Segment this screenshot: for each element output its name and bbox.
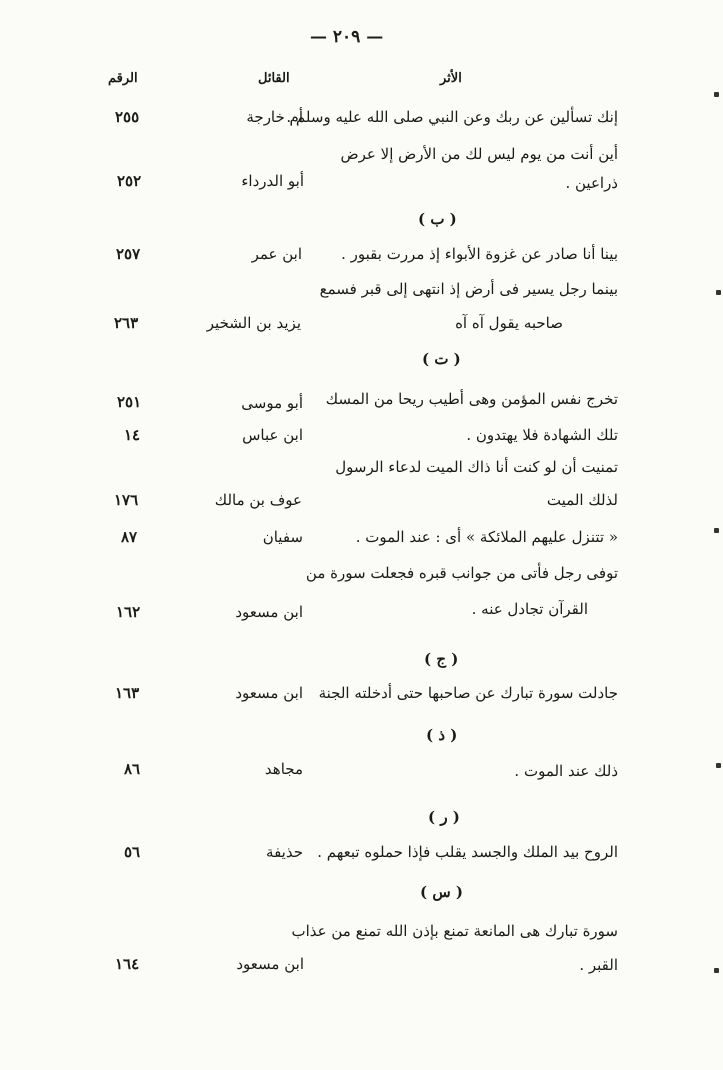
header-athar: الأثر	[440, 71, 462, 86]
raqm-number: ١٦٣	[115, 684, 140, 702]
header-raqm: الرقم	[108, 71, 138, 86]
section-heading: ( ذ )	[426, 726, 458, 744]
athar-text: أين أنت من يوم ليس لك من الأرض إلا عرض	[340, 145, 618, 163]
athar-text: تخرج نفس المؤمن وهى أطيب ريحا من المسك	[325, 390, 618, 408]
athar-text: سورة تبارك هى المانعة تمنع بإذن الله تمنع من عذاب	[291, 922, 618, 940]
athar-text: لذلك الميت	[546, 491, 618, 509]
qail-name: مجاهد	[264, 760, 303, 778]
qail-name: سفيان	[262, 528, 303, 546]
athar-text: تمنيت أن لو كنت أنا ذاك الميت لدعاء الرسول	[335, 458, 618, 476]
qail-name: أبو موسى	[241, 394, 303, 412]
raqm-number: ٨٦	[124, 760, 141, 778]
qail-name: يزيد بن الشخير	[206, 314, 301, 332]
scan-mark	[714, 92, 719, 97]
qail-name: ابن عباس	[242, 426, 303, 444]
scan-mark	[716, 763, 721, 768]
athar-text: بينما رجل يسير فى أرض إذ انتهى إلى قبر فسمع	[319, 280, 618, 298]
section-heading: ( ب )	[418, 210, 457, 228]
raqm-number: ١٧٦	[114, 491, 139, 509]
athar-text: جادلت سورة تبارك عن صاحبها حتى أدخلته الجنة	[318, 684, 618, 702]
raqm-number: ٢٥٥	[115, 108, 140, 126]
raqm-number: ١٦٤	[115, 955, 140, 973]
athar-text: القرآن تجادل عنه .	[471, 600, 588, 618]
raqm-number: ٥٦	[124, 843, 141, 861]
qail-name: أم خارجة	[246, 108, 303, 126]
raqm-number: ٢٥٢	[117, 172, 142, 190]
athar-text: « تتنزل عليهم الملائكة » أى : عند الموت .	[355, 528, 618, 546]
athar-text: بينا أنا صادر عن غزوة الأبواء إذ مررت بقبور .	[341, 245, 618, 263]
athar-text: صاحبه يقول آه آه	[455, 314, 563, 332]
qail-name: أبو الدرداء	[241, 172, 304, 190]
scan-mark	[714, 528, 719, 533]
header-qail: القائل	[258, 71, 290, 86]
raqm-number: ٢٦٣	[114, 314, 139, 332]
raqm-number: ١٦٢	[116, 603, 141, 621]
section-heading: ( ج )	[424, 650, 459, 668]
scan-mark	[716, 290, 721, 295]
athar-text: القبر .	[579, 956, 618, 974]
athar-text: ذلك عند الموت .	[514, 762, 618, 780]
qail-name: ابن مسعود	[235, 603, 303, 621]
athar-text: توفى رجل فأتى من جوانب قبره فجعلت سورة من	[305, 564, 618, 582]
section-heading: ( ت )	[422, 350, 461, 368]
raqm-number: ٨٧	[121, 528, 138, 546]
page-number: — ٢٠٩ —	[310, 27, 384, 47]
athar-text: ذراعين .	[565, 174, 618, 192]
qail-name: ابن عمر	[251, 245, 302, 263]
athar-text: إنك تسألين عن ربك وعن النبي صلى الله عليه وسلم .	[286, 108, 618, 126]
section-heading: ( ر )	[428, 808, 460, 826]
qail-name: حذيفة	[266, 843, 303, 861]
raqm-number: ١٤	[124, 426, 141, 444]
qail-name: عوف بن مالك	[214, 491, 302, 509]
athar-text: تلك الشهادة فلا يهتدون .	[466, 426, 618, 444]
section-heading: ( س )	[420, 883, 463, 901]
scan-mark	[714, 968, 719, 973]
qail-name: ابن مسعود	[235, 684, 303, 702]
qail-name: ابن مسعود	[236, 955, 304, 973]
raqm-number: ٢٥٧	[116, 245, 141, 263]
athar-text: الروح بيد الملك والجسد يقلب فإذا حملوه تبعهم .	[317, 843, 618, 861]
raqm-number: ٢٥١	[117, 393, 142, 411]
